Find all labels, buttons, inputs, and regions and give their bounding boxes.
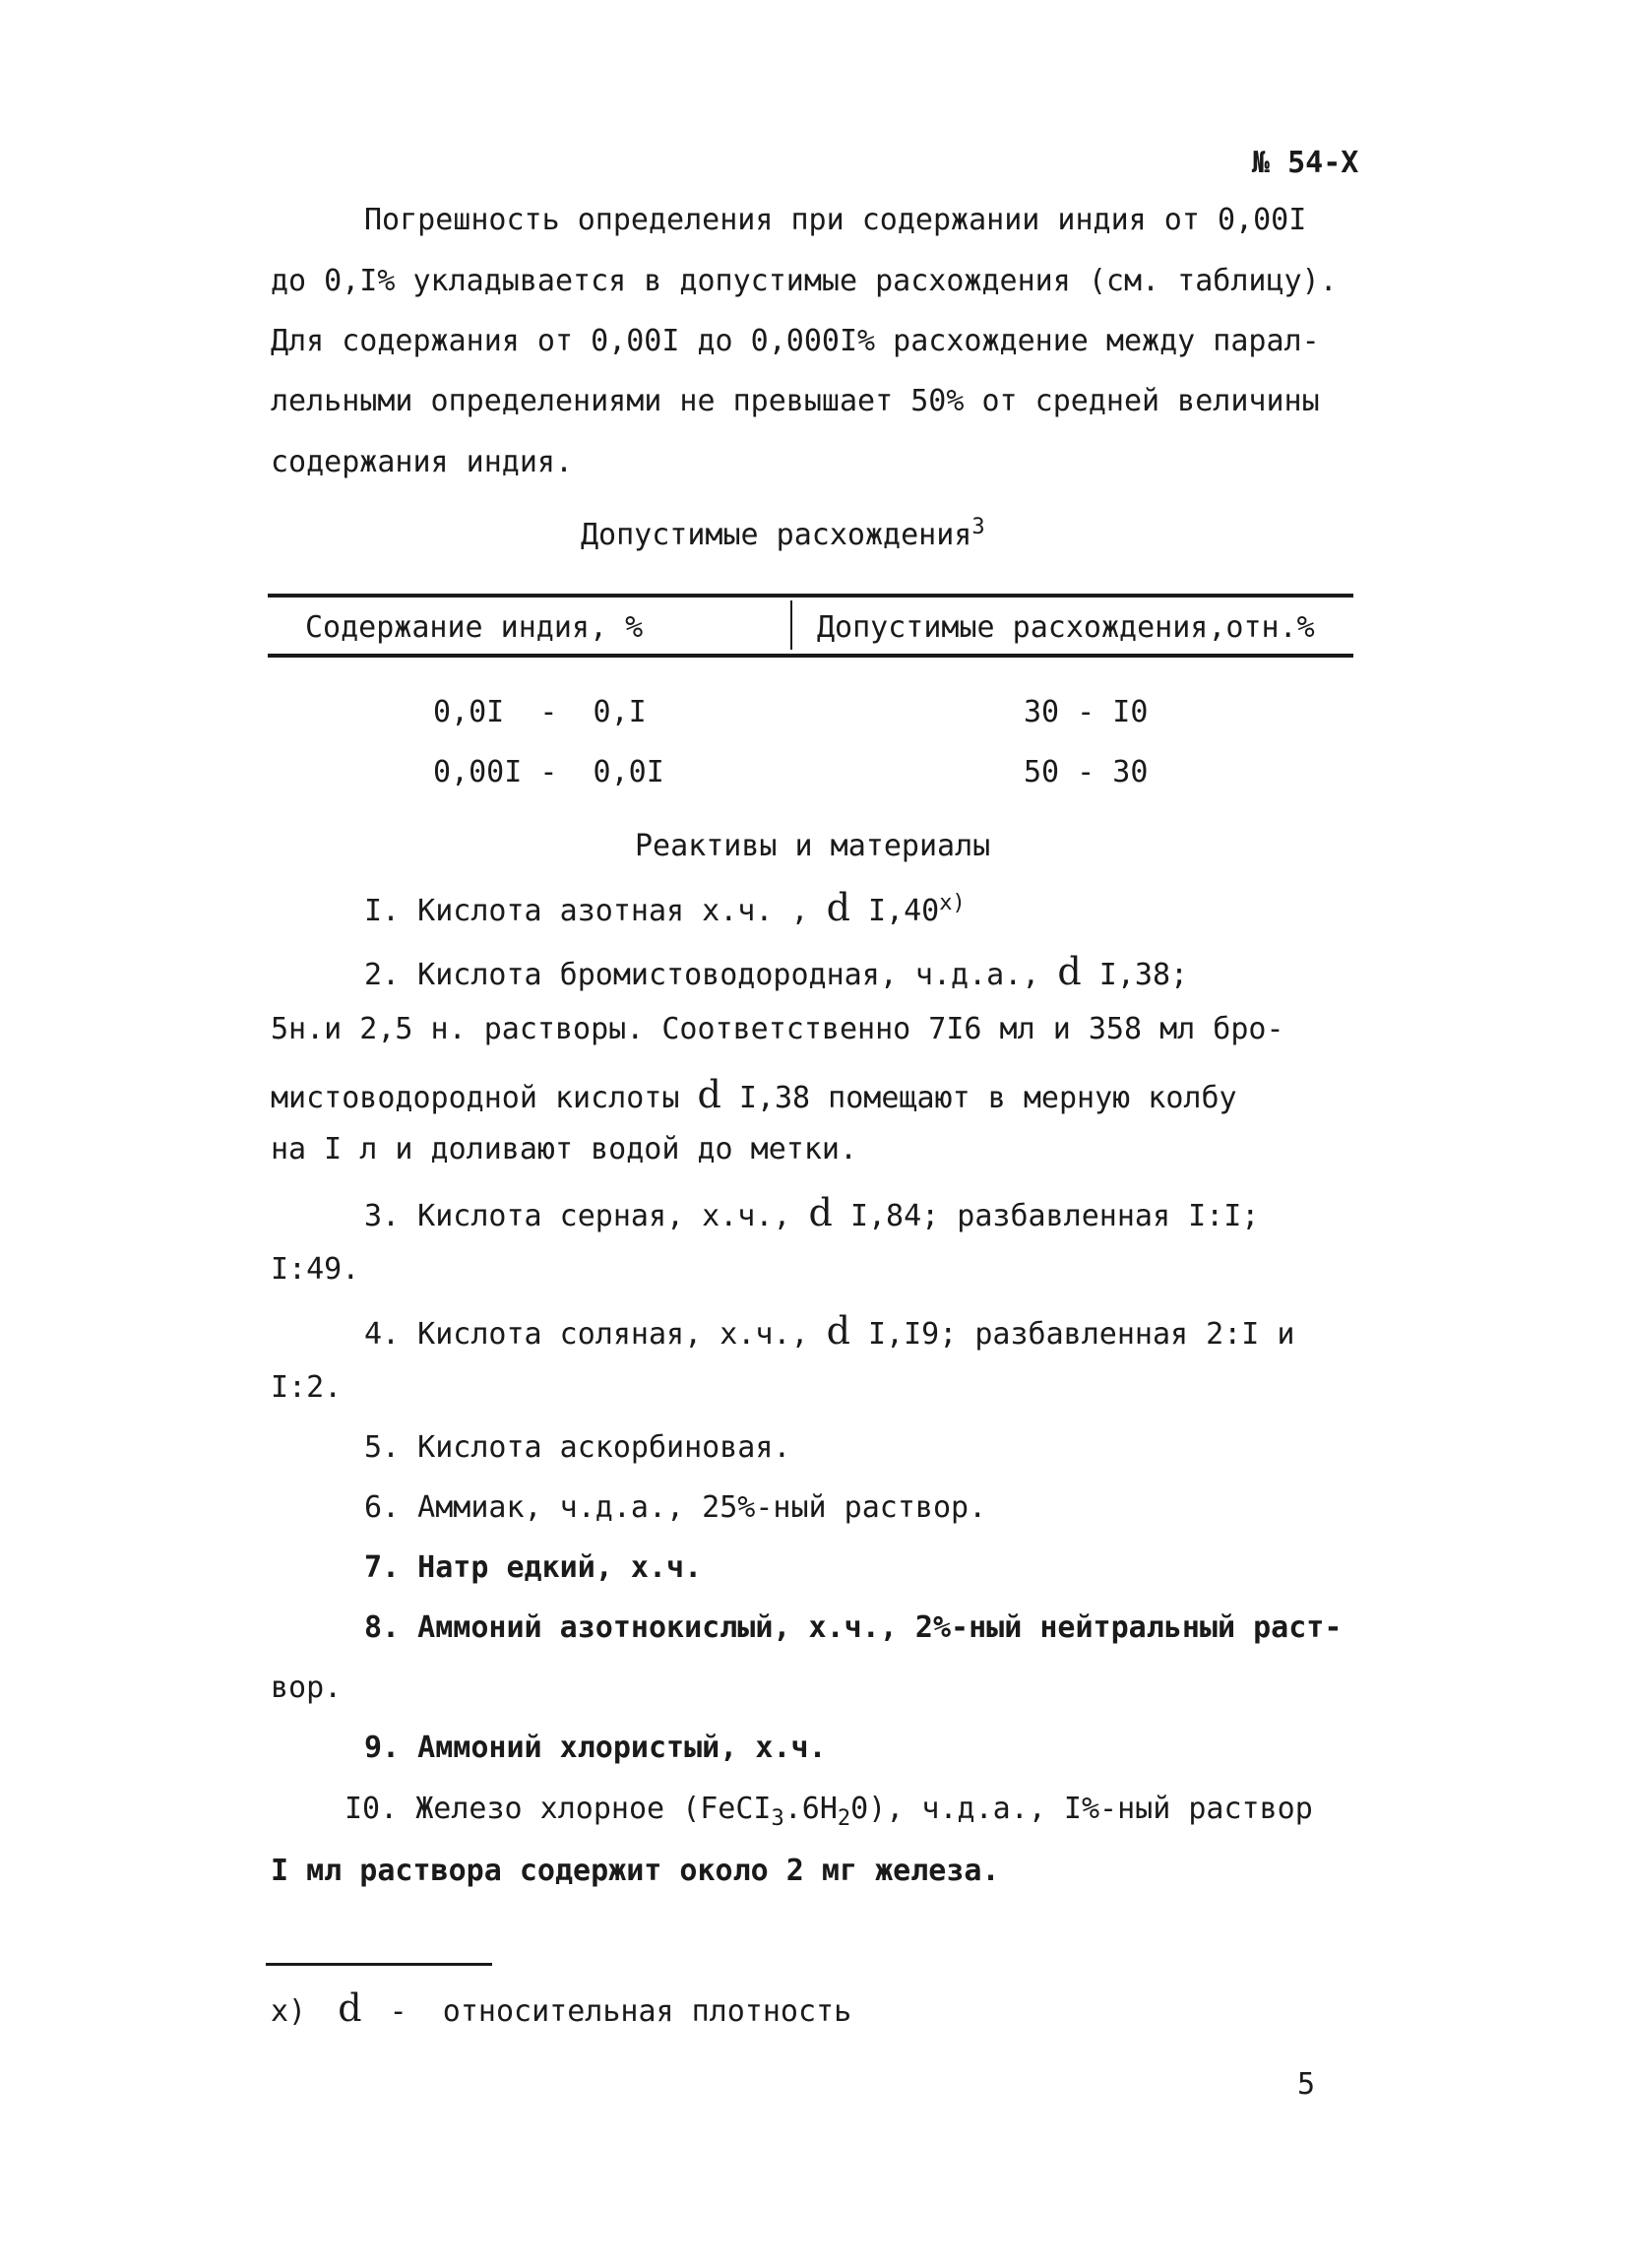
item-2	[364, 950, 1188, 993]
item-4	[364, 1309, 1294, 1353]
item-2-line-3-text: мистоводородной кислоты	[271, 1081, 680, 1115]
table-column-divider	[790, 600, 792, 650]
item-2-line-4: на I л и доливают водой до метки.	[271, 1132, 858, 1166]
item-7: 7. Натр едкий, х.ч.	[364, 1550, 703, 1585]
item-8-line-2: вор.	[271, 1670, 343, 1705]
item-3-value: I,84; разбавленная I:I;	[849, 1199, 1260, 1233]
subscript: 2	[837, 1806, 851, 1831]
density-symbol: d	[338, 1986, 362, 2030]
subscript: 3	[771, 1806, 784, 1831]
table-title-text: Допустимые расхождения	[581, 518, 972, 552]
intro-line-3: Для содержания от 0,00I до 0,000I% расхождение между парал-	[271, 324, 1320, 358]
intro-line-4: лельными определениями не превышает 50% от средней величины	[271, 384, 1320, 418]
density-symbol: d	[826, 1309, 850, 1353]
footnote-separator	[266, 1963, 492, 1966]
table-header-content: Содержание индия, %	[305, 610, 644, 645]
table-header-tolerance: Допустимые расхождения,отн.%	[817, 610, 1315, 645]
table-row-2-content: 0,00I - 0,0I	[433, 755, 664, 789]
table-header-rule	[268, 654, 1353, 658]
item-2-value: I,38;	[1098, 958, 1189, 992]
item-2-line-3-value: I,38 помещают в мерную колбу	[738, 1081, 1237, 1115]
item-6: 6. Аммиак, ч.д.а., 25%-ный раствор.	[364, 1490, 987, 1525]
intro-line-2: до 0,I% укладывается в допустимые расхождения (см. таблицу).	[271, 264, 1338, 298]
item-2-line-3	[271, 1073, 1237, 1116]
item-2-text: 2. Кислота бромистоводородная, ч.д.а.,	[364, 958, 1040, 992]
intro-line-5: содержания индия.	[271, 445, 574, 479]
intro-line-1: Погрешность определения при содержании индия от 0,00I	[364, 203, 1307, 237]
document-number: № 54-Х	[1252, 146, 1359, 180]
item-10-value: 0), ч.д.а., I%-ный раствор	[850, 1792, 1313, 1826]
item-10-line-2: I мл раствора содержит около 2 мг железа.	[271, 1854, 1000, 1888]
footnote-text: - относительная плотность	[389, 1994, 852, 2029]
item-1	[364, 886, 966, 929]
table-row-2-tolerance: 50 - 30	[1024, 755, 1149, 789]
item-3-line-2: I:49.	[271, 1252, 360, 1287]
page-number: 5	[1297, 2067, 1316, 2102]
footnote	[271, 1986, 851, 2030]
item-4-text: 4. Кислота соляная, х.ч.,	[364, 1317, 809, 1352]
table-top-rule	[268, 594, 1353, 598]
item-3-text: 3. Кислота серная, х.ч.,	[364, 1199, 791, 1233]
item-10	[344, 1792, 1313, 1831]
section-title: Реактивы и материалы	[635, 829, 991, 863]
table-title	[581, 515, 985, 552]
item-4-value: I,I9; разбавленная 2:I и	[868, 1317, 1295, 1352]
table-row-1-content: 0,0I - 0,I	[433, 695, 647, 729]
item-10-formula: .6H	[783, 1792, 838, 1826]
footnote-reference: х)	[939, 891, 966, 915]
item-5: 5. Кислота аскорбиновая.	[364, 1430, 791, 1465]
item-1-text: I. Кислота азотная х.ч. ,	[364, 894, 809, 928]
item-3	[364, 1191, 1259, 1234]
footnote-marker: х)	[271, 1994, 307, 2029]
density-symbol: d	[1057, 950, 1082, 993]
item-4-line-2: I:2.	[271, 1370, 343, 1405]
table-row-1-tolerance: 30 - I0	[1024, 695, 1149, 729]
item-9: 9. Аммоний хлористый, х.ч.	[364, 1731, 827, 1765]
density-symbol: d	[826, 886, 850, 929]
item-2-line-2: 5н.и 2,5 н. растворы. Соответственно 7I6 мл и 358 мл бро-	[271, 1012, 1284, 1046]
density-symbol: d	[808, 1191, 833, 1234]
item-8: 8. Аммоний азотнокислый, х.ч., 2%-ный нейтральный раст-	[364, 1610, 1343, 1645]
item-10-text: I0. Железо хлорное (FeCI	[344, 1792, 772, 1826]
table-title-superscript: 3	[971, 515, 985, 539]
density-symbol: d	[697, 1073, 721, 1116]
item-1-value: I,40	[868, 894, 940, 928]
